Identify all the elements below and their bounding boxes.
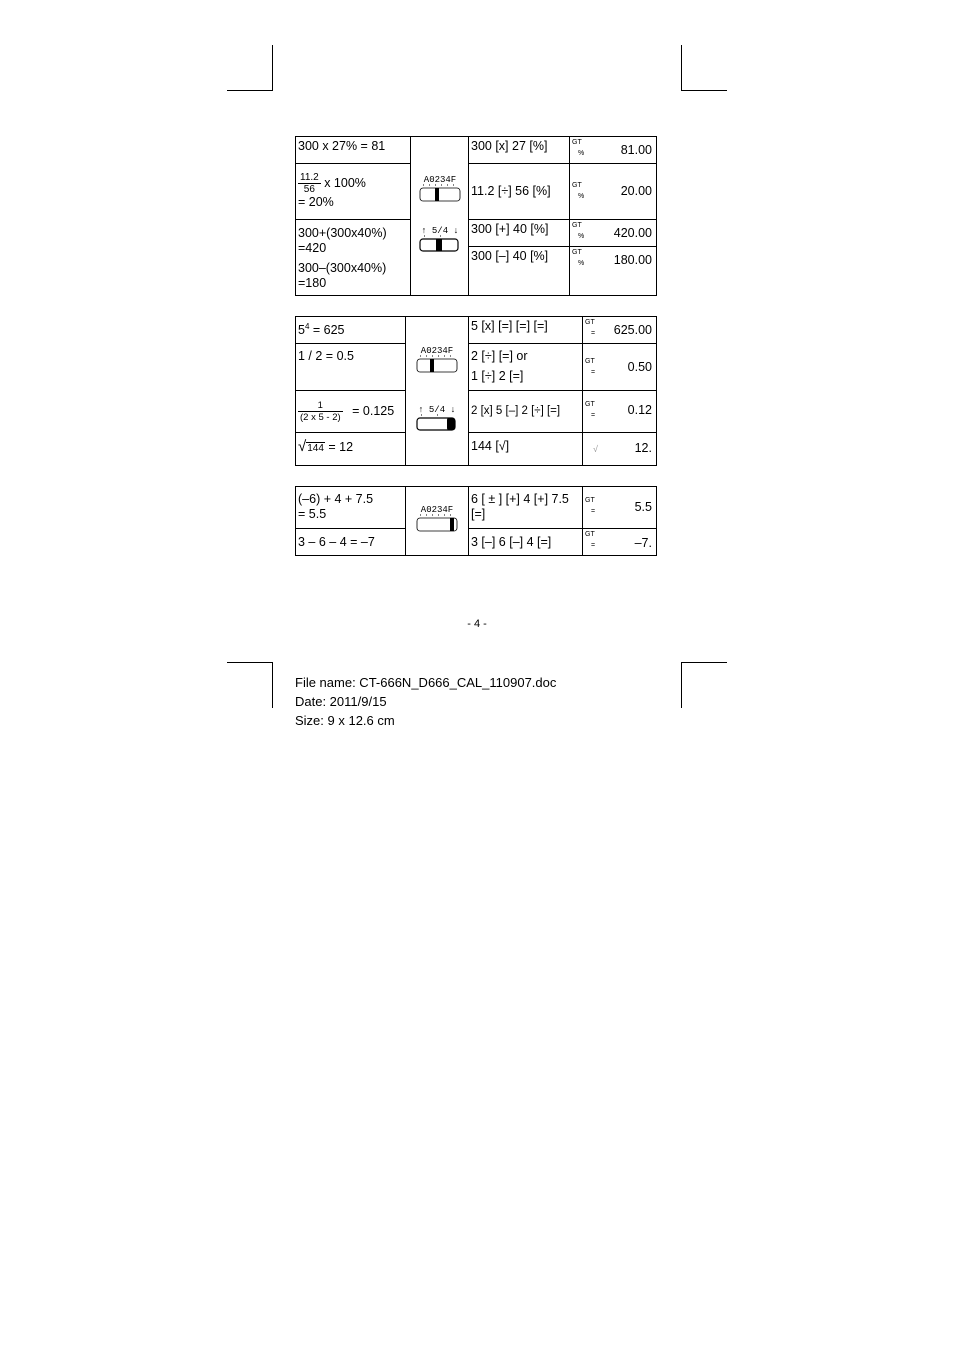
keys-cell: 300 [x] 27 [%] [469, 137, 570, 164]
switch-cell [411, 137, 469, 296]
display-cell [583, 529, 657, 556]
display-cell [583, 344, 657, 391]
decimal-switch-icon [406, 344, 468, 380]
keys-cell: 300 [+] 40 [%] [469, 220, 570, 247]
display-cell [570, 164, 657, 220]
gt-indicator: GT $_=$ [585, 358, 596, 376]
display-value: 180.00 [613, 253, 652, 267]
gt-indicator: GT $_=$ [585, 401, 596, 419]
expression-cell: $\frac{1}{(2 x 5 - 2)}$ = 0.125 [296, 391, 406, 433]
expression-cell: √144 = 12 [296, 433, 406, 466]
display-value: 625.00 [613, 323, 652, 337]
expression-cell: 1 / 2 = 0.5 [296, 344, 406, 391]
sqrt-indicator: √ [593, 444, 598, 454]
expression-cell: 300 x 27% = 81 [296, 137, 411, 164]
sign-examples-table [295, 486, 657, 556]
gt-indicator: GT $_=$ [585, 531, 596, 549]
gt-indicator: GT $_{\%}$ [572, 222, 585, 240]
keys-cell: 2 [÷] [=] or 1 [÷] 2 [=] [469, 344, 583, 391]
display-value: –7. [634, 536, 652, 550]
keys-cell: 11.2 [÷] 56 [%] [469, 164, 570, 220]
display-cell [570, 137, 657, 164]
switch-cell [406, 487, 469, 556]
keys-cell: 2 [x] 5 [–] 2 [÷] [=] [469, 391, 583, 433]
display-cell [583, 433, 657, 466]
crop-mark-top-right-h [682, 90, 727, 91]
decimal-switch-label: A0234F [420, 505, 454, 515]
file-info [295, 673, 556, 730]
gt-indicator: GT $_{\%}$ [572, 182, 585, 200]
percent-examples-table [295, 136, 657, 296]
display-cell [583, 487, 657, 529]
table-row [296, 433, 657, 466]
power-root-examples-table [295, 316, 657, 466]
table-row [296, 529, 657, 556]
display-value: 5.5 [634, 500, 652, 514]
table-row [296, 391, 657, 433]
crop-mark-top-left-h [227, 90, 273, 91]
display-value: 0.50 [627, 360, 652, 374]
fraction: $\frac{11.2}{56}$ [300, 172, 319, 195]
gt-indicator: GT $_{\%}$ [572, 139, 585, 157]
expression-cell: 3 – 6 – 4 = –7 [296, 529, 406, 556]
display-value: 20.00 [620, 184, 652, 198]
display-cell [570, 247, 657, 296]
display-value: 12. [634, 441, 652, 455]
display-value: 420.00 [613, 226, 652, 240]
keys-cell: 300 [–] 40 [%] [469, 247, 570, 296]
gt-indicator: GT $_=$ [585, 319, 596, 337]
display-value: 81.00 [620, 143, 652, 157]
keys-cell: 144 [√] [469, 433, 583, 466]
switch-cell [406, 317, 469, 466]
table-row [296, 317, 657, 344]
keys-cell: 6 [ ± ] [+] 4 [+] 7.5 [=] [469, 487, 583, 529]
svg-text:↑: ↑ [418, 405, 424, 415]
crop-mark-top-left-v [272, 45, 273, 91]
page-number: - 4 - [467, 618, 487, 630]
svg-text:5/4: 5/4 [428, 405, 446, 415]
expression-cell: (–6) + 4 + 7.5 = 5.5 [296, 487, 406, 529]
sqrt-icon: √ [298, 438, 307, 455]
expression-cell: 300+(300x40%) =420 300–(300x40%) =180 [296, 220, 411, 296]
decimal-switch-icon [411, 173, 468, 209]
expression-cell: $\frac{11.2}{56}$ x 100% = 20% [296, 164, 411, 220]
display-cell [570, 220, 657, 247]
file-name: File name: CT-666N_D666_CAL_110907.doc [295, 675, 557, 690]
crop-mark-bottom-left-h [227, 662, 273, 663]
gt-indicator: GT $_{\%}$ [572, 249, 585, 267]
svg-text:↓: ↓ [450, 405, 456, 415]
gt-indicator: GT $_=$ [585, 497, 596, 515]
decimal-switch-icon [406, 503, 468, 539]
rounding-switch-icon [411, 223, 468, 259]
svg-text:↑: ↑ [420, 226, 427, 236]
file-date: Date: 2011/9/15 [295, 694, 387, 709]
svg-text:5/4: 5/4 [431, 226, 448, 236]
expression-cell: $5^4 = 625$ [296, 317, 406, 344]
crop-mark-bottom-left-v [272, 662, 273, 708]
crop-mark-bottom-right-h [682, 662, 727, 663]
keys-cell: 3 [–] 6 [–] 4 [=] [469, 529, 583, 556]
decimal-switch-label: A0234F [423, 175, 456, 185]
table-row [296, 164, 657, 220]
svg-text:↓: ↓ [452, 226, 459, 236]
file-size: Size: 9 x 12.6 cm [295, 713, 395, 728]
display-value: 0.12 [627, 403, 652, 417]
fraction: $\frac{1}{(2 x 5 - 2)}$ [300, 400, 341, 423]
keys-cell: 5 [x] [=] [=] [=] [469, 317, 583, 344]
crop-mark-bottom-right-v [681, 662, 682, 708]
display-cell [583, 391, 657, 433]
table-row [296, 220, 657, 247]
rounding-switch-icon [406, 402, 468, 438]
table-row [296, 137, 657, 164]
crop-mark-top-right-v [681, 45, 682, 91]
table-row [296, 344, 657, 391]
display-cell [583, 317, 657, 344]
table-row [296, 487, 657, 529]
decimal-switch-label: A0234F [420, 346, 454, 356]
